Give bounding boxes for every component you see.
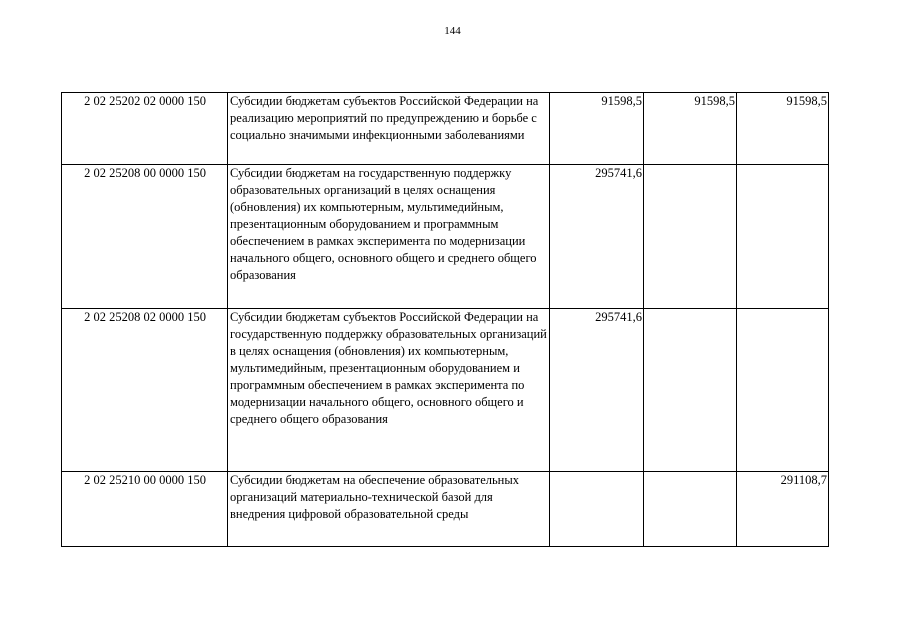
budget-code-cell: 2 02 25210 00 0000 150 <box>62 472 228 547</box>
budget-code-cell: 2 02 25208 00 0000 150 <box>62 165 228 309</box>
description-cell: Субсидии бюджетам субъектов Российской Федерации на реализацию мероприятий по предупреждению и борьбе с социально значимыми инфекционными заболеваниями <box>228 93 550 165</box>
table-row <box>62 472 829 547</box>
amount-cell-1: 295741,6 <box>550 309 644 472</box>
amount-cell-1: 91598,5 <box>550 93 644 165</box>
table-row <box>62 93 829 165</box>
table-row <box>62 165 829 309</box>
budget-code-cell: 2 02 25202 02 0000 150 <box>62 93 228 165</box>
amount-cell-2 <box>644 165 737 309</box>
table-row <box>62 309 829 472</box>
amount-cell-3: 91598,5 <box>737 93 829 165</box>
amount-cell-3 <box>737 165 829 309</box>
amount-cell-3 <box>737 309 829 472</box>
budget-table <box>61 92 829 547</box>
amount-cell-3: 291108,7 <box>737 472 829 547</box>
amount-cell-1: 295741,6 <box>550 165 644 309</box>
amount-cell-1 <box>550 472 644 547</box>
budget-code-cell: 2 02 25208 02 0000 150 <box>62 309 228 472</box>
page-number: 144 <box>444 25 461 37</box>
description-cell: Субсидии бюджетам на государственную поддержку образовательных организаций в целях оснащения (обновления) их компьютерным, мультимедийным, презентационным оборудованием и программным обеспечением в рамках эксперимента по модернизации начального общего, основного общего и среднего общего образования <box>228 165 550 309</box>
amount-cell-2: 91598,5 <box>644 93 737 165</box>
amount-cell-2 <box>644 309 737 472</box>
amount-cell-2 <box>644 472 737 547</box>
description-cell: Субсидии бюджетам субъектов Российской Федерации на государственную поддержку образовательных организаций в целях оснащения (обновления) их компьютерным, мультимедийным, презентационным оборудованием и программным обеспечением в рамках эксперимента по модернизации начального общего, основного общего и среднего общего образования <box>228 309 550 472</box>
description-cell: Субсидии бюджетам на обеспечение образовательных организаций материально-технической базой для внедрения цифровой образовательной среды <box>228 472 550 547</box>
